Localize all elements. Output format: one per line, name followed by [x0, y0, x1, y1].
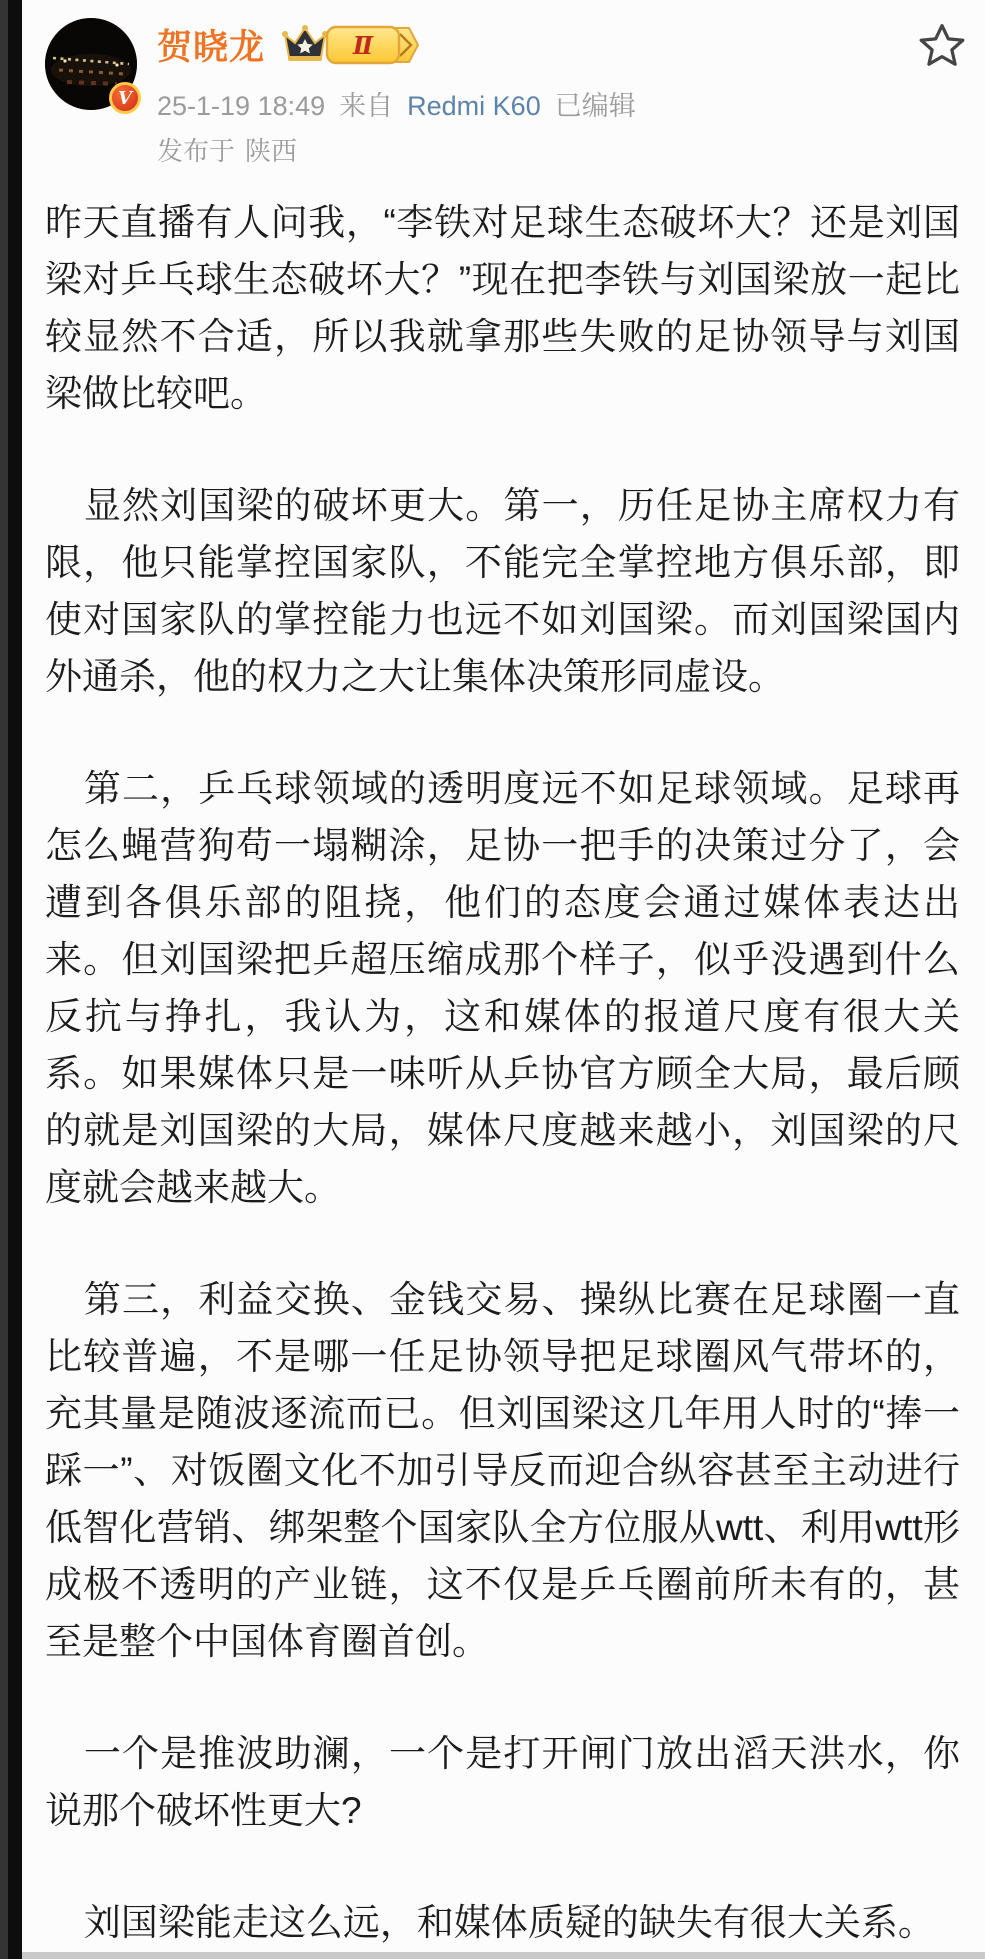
post-meta-row	[157, 84, 960, 123]
post-content-area	[22, 0, 985, 1951]
bottom-edge-strip	[22, 1952, 985, 1959]
location-prefix: 发布于	[157, 136, 236, 166]
post-paragraph: 一个是推波助澜，一个是打开闸门放出滔天洪水，你说那个破坏性更大?	[45, 1733, 960, 1831]
vip-level-numeral: Ⅱ	[352, 31, 374, 60]
location-value: 陕西	[245, 136, 298, 166]
post-header	[45, 18, 960, 168]
vip-level-badge[interactable]	[325, 23, 421, 67]
left-edge-bar	[0, 0, 22, 1959]
location-row	[157, 131, 960, 168]
header-text	[157, 18, 960, 168]
post-paragraph: 昨天直播有人问我，“李铁对足球生态破坏大？还是刘国梁对乒乓球生态破坏大？”现在把李铁与刘国梁放一起比较显然不合适，所以我就拿那些失败的足协领导与刘国梁做比较吧。	[45, 202, 960, 414]
name-row	[157, 20, 960, 70]
post-paragraph: 第三，利益交换、金钱交易、操纵比赛在足球圈一直比较普遍，不是哪一任足协领导把足球圈风气带坏的，充其量是随波逐流而已。但刘国梁这几年用人时的“捧一踩一”、对饭圈文化不加引导反而迎合纵容甚至主动进行低智化营销、绑架整个国家队全方位服从wtt、利用wtt形成极不透明的产业链，这不仅是乒乓圈前所未有的，甚至是整个中国体育圈首创。	[45, 1279, 960, 1662]
avatar[interactable]	[45, 18, 137, 110]
source-device-link[interactable]: Redmi K60	[407, 91, 541, 121]
post-body	[45, 194, 960, 1951]
username[interactable]: 贺晓龙	[157, 28, 266, 67]
post-paragraph: 刘国梁能走这么远，和媒体质疑的缺失有很大关系。	[83, 1902, 935, 1943]
vip-crown-badge-icon[interactable]	[279, 23, 331, 67]
source-prefix: 来自	[339, 91, 394, 121]
edited-label: 已编辑	[554, 91, 636, 121]
post-timestamp: 25-1-19 18:49	[157, 91, 326, 121]
favorite-star-icon[interactable]	[916, 20, 968, 72]
post-paragraph: 第二，乒乓球领域的透明度远不如足球领域。足球再怎么蝇营狗苟一塌糊涂，足协一把手的决策过分了，会遭到各俱乐部的阻挠，他们的态度会通过媒体表达出来。但刘国梁把乒超压缩成那个样子，似乎没遇到什么反抗与挣扎，我认为，这和媒体的报道尺度有很大关系。如果媒体只是一味听从乒协官方顾全大局，最后顾的就是刘国梁的大局，媒体尺度越来越小，刘国梁的尺度就会越来越大。	[45, 768, 960, 1208]
verified-v-badge: V	[109, 82, 141, 114]
post-paragraph: 显然刘国梁的破坏更大。第一，历任足协主席权力有限，他只能掌控国家队，不能完全掌控地方俱乐部，即使对国家队的掌控能力也远不如刘国梁。而刘国梁国内外通杀，他的权力之大让集体决策形同虚设。	[45, 485, 960, 697]
